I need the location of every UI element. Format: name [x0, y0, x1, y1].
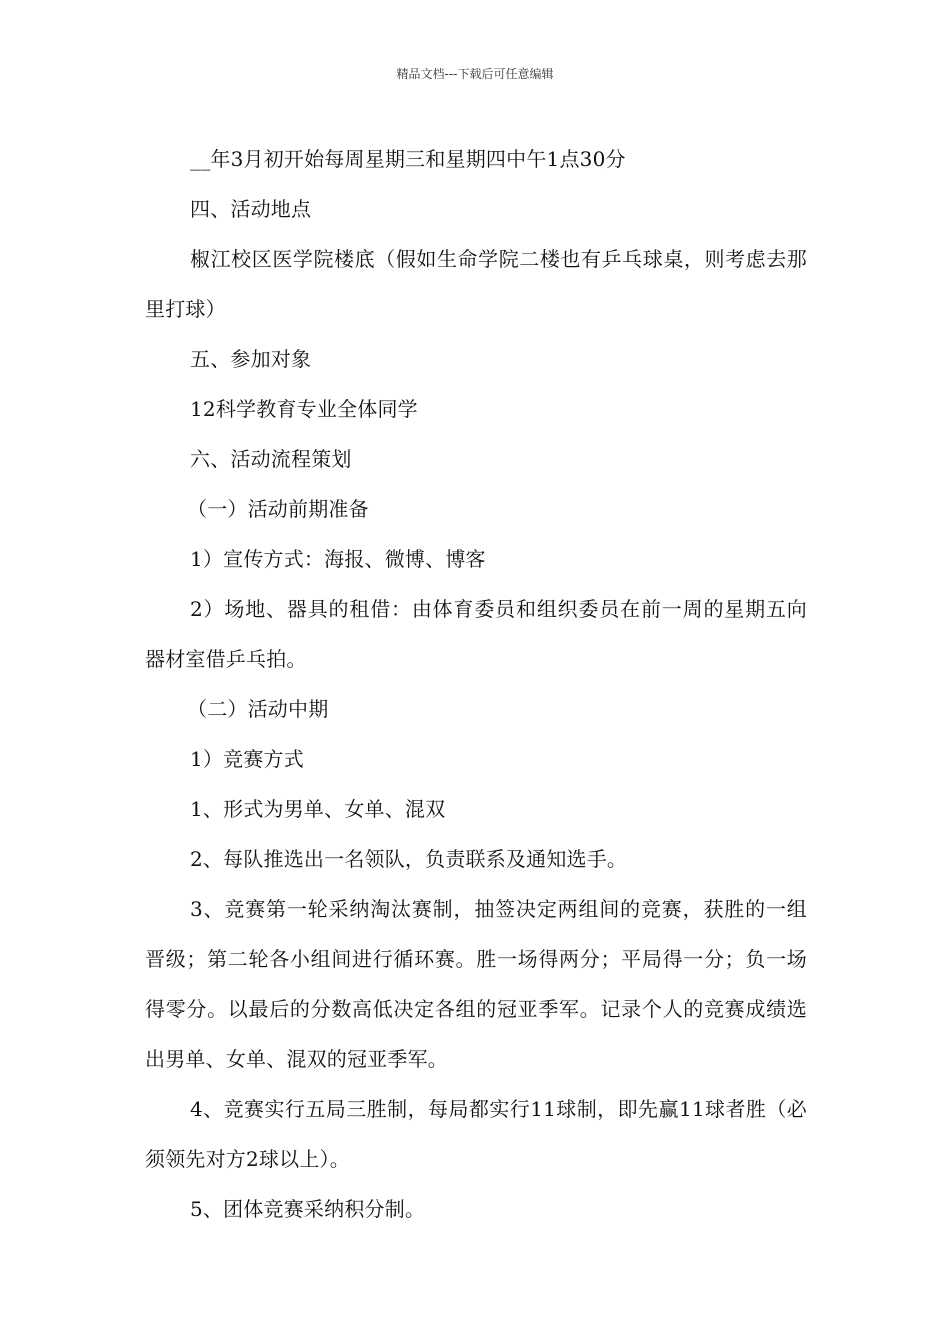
paragraph-team-leader: 2、每队推选出一名领队，负责联系及通知选手。	[190, 847, 628, 871]
paragraph-location: 椒江校区医学院楼底（假如生命学院二楼也有乒乓球桌，则考虑去那里打球）	[145, 247, 807, 321]
page-header: 精品文档---下载后可任意编辑	[396, 67, 554, 81]
paragraph-publicity: 1）宣传方式：海报、微博、博客	[190, 547, 486, 571]
paragraph-format: 1、形式为男单、女单、混双	[190, 797, 446, 821]
section-heading-participants: 五、参加对象	[190, 347, 312, 371]
section-heading-location: 四、活动地点	[190, 197, 312, 221]
paragraph-venue-equipment: 2）场地、器具的租借：由体育委员和组织委员在前一周的星期五向器材室借乒乓拍。	[145, 597, 807, 671]
paragraph-scoring-rules: 4、竞赛实行五局三胜制，每局都实行11球制，即先赢11球者胜（必须领先对方2球以上）。	[145, 1097, 807, 1171]
section-heading-process: 六、活动流程策划	[190, 447, 352, 471]
subsection-heading-midterm: （二）活动中期	[187, 697, 329, 721]
paragraph-time: __年3月初开始每周星期三和星期四中午1点30分	[190, 147, 626, 171]
paragraph-participants: 12科学教育专业全体同学	[190, 397, 418, 421]
document-body	[145, 134, 807, 1234]
paragraph-team-points: 5、团体竞赛采纳积分制。	[190, 1197, 426, 1221]
paragraph-rounds: 3、竞赛第一轮采纳淘汰赛制，抽签决定两组间的竞赛，获胜的一组晋级；第二轮各小组间进行循环赛。胜一场得两分；平局得一分；负一场得零分。以最后的分数高低决定各组的冠亚季军。记录个人的竞赛成绩选出男单、女单、混双的冠亚季军。	[145, 897, 807, 1071]
paragraph-competition-method: 1）竞赛方式	[190, 747, 304, 771]
subsection-heading-preparation: （一）活动前期准备	[187, 497, 369, 521]
